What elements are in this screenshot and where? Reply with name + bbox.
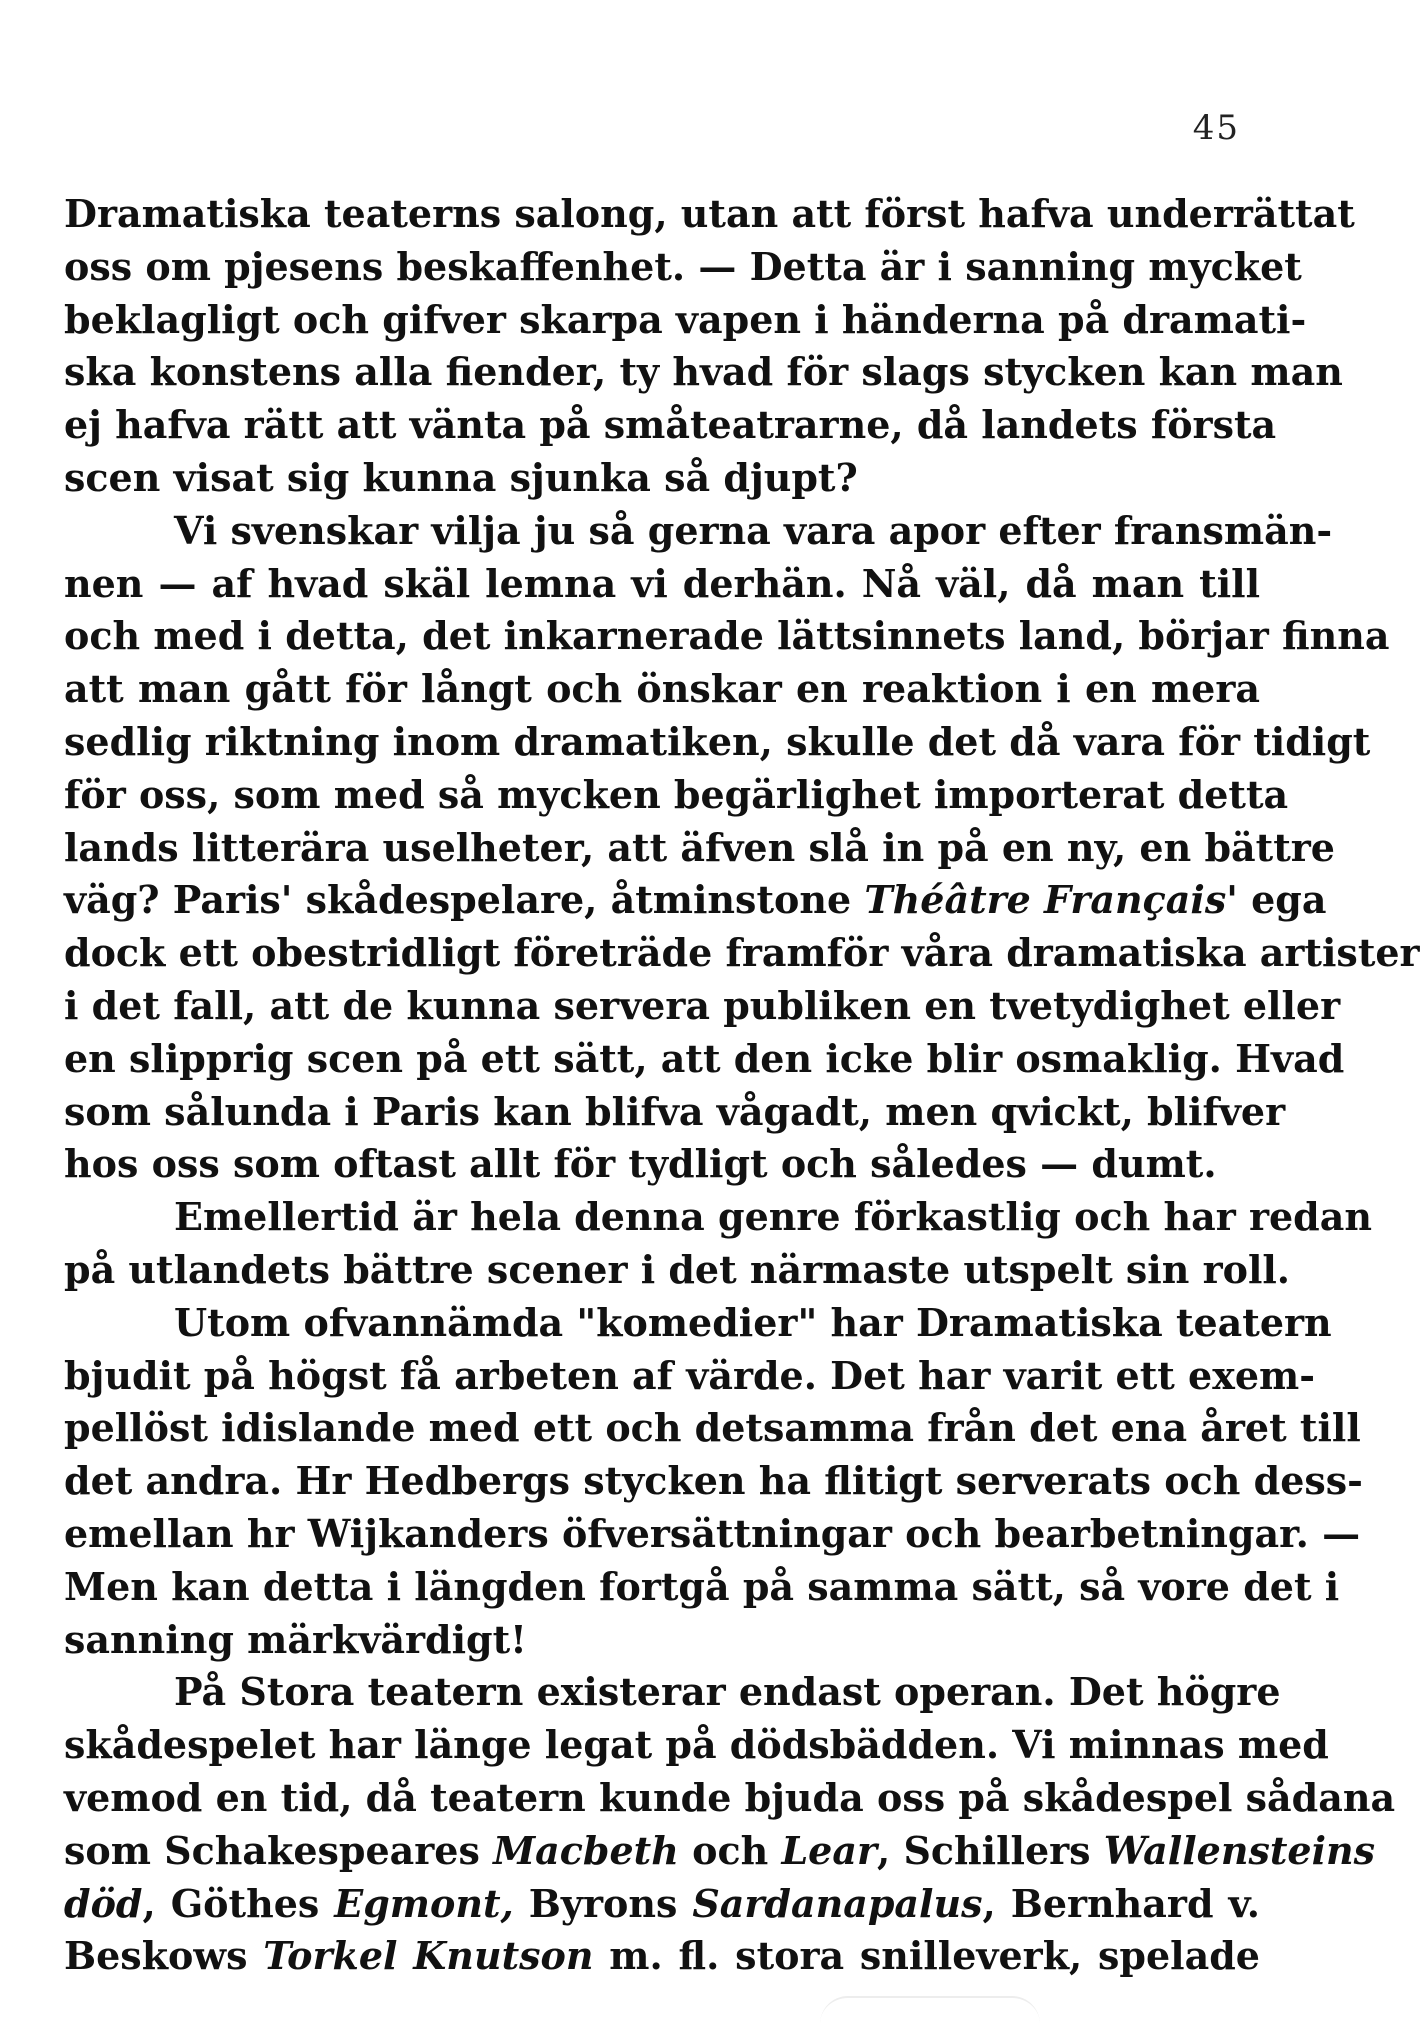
text-fragment: att man gått för långt och önskar en reaktion i en mera [64,666,1260,712]
page-number: 45 [1192,108,1240,148]
text-line [64,399,1277,452]
italic-title: Théâtre Français [864,877,1227,923]
text-fragment: sanning märkvärdigt! [64,1616,527,1662]
text-fragment: på utlandets bättre scener i det närmaste utspelt sin roll. [64,1246,1291,1292]
text-fragment: skådespelet har länge legat på dödsbädden. Vi minnas med [64,1722,1329,1768]
text-line [64,452,1260,505]
text-fragment: ej hafva rätt att vänta på småteatrarne, då landets första [64,402,1277,448]
text-line [64,716,1371,769]
text-line [64,1772,1396,1825]
text-fragment: , Göthes [142,1880,335,1926]
italic-title: död [64,1880,143,1926]
text-line [64,1561,1340,1614]
text-line [64,1350,1316,1403]
scan-watermark [820,1996,1040,2024]
text-fragment: och med i detta, det inkarnerade lättsinnets land, börjar finna [64,613,1390,659]
text-line [64,822,1335,875]
text-fragment: i det fall, att de kunna servera publiken en tvetydighet eller [64,982,1341,1028]
text-fragment: och [678,1827,782,1873]
text-fragment: beklagligt och gifver skarpa vapen i händerna på dramati- [64,296,1307,342]
italic-title: Egmont, [334,1880,514,1926]
text-line [64,874,1327,927]
text-line [64,1825,1376,1878]
text-fragment: ska konstens alla fiender, ty hvad för slags stycken kan man [64,349,1343,395]
text-line [64,1086,1286,1139]
text-fragment: Emellertid är hela denna genre förkastlig och har redan [174,1194,1372,1240]
text-line [64,1930,1260,1983]
text-fragment: som sålunda i Paris kan blifva vågadt, men qvickt, blifver [64,1088,1286,1134]
text-fragment: Men kan detta i längden fortgå på samma sätt, så vore det i [64,1563,1340,1609]
text-line [64,241,1302,294]
text-fragment: lands litterära uselheter, att äfven slå in på en ny, en bättre [64,824,1335,870]
text-fragment: , Bernhard v. [982,1880,1260,1926]
text-fragment: Dramatiska teaterns salong, utan att först hafva underrättat [64,191,1355,236]
text-fragment: det andra. Hr Hedbergs stycken ha flitigt serverats och dess- [64,1458,1363,1504]
text-fragment: På Stora teatern existerar endast operan. Det högre [174,1669,1281,1715]
text-line [64,1666,1281,1719]
text-fragment: bjudit på högst få arbeten af värde. Det har varit ett exem- [64,1352,1316,1398]
text-line [64,1508,1361,1561]
text-line [64,769,1289,822]
text-line [64,1455,1363,1508]
text-line [64,1191,1372,1244]
text-fragment: , Schillers [877,1827,1104,1873]
text-fragment: väg? Paris' skådespelare, åtminstone [64,877,865,923]
text-fragment: m. fl. stora snilleverk, spelade [593,1933,1260,1979]
body-text [64,188,1420,1983]
italic-title: Sardanapalus [692,1880,983,1926]
text-fragment: dock ett obestridligt företräde framför våra dramatiska artister [64,930,1420,976]
text-line [64,1033,1345,1086]
text-fragment: hos oss som oftast allt för tydligt och således — dumt. [64,1141,1217,1187]
italic-title: Lear [781,1827,877,1873]
text-line [64,558,1260,611]
text-line [64,1297,1332,1350]
italic-title: Wallensteins [1103,1827,1376,1873]
text-fragment: oss om pjesens beskaffenhet. — Detta är i sanning mycket [64,243,1302,289]
text-line [64,1402,1361,1455]
text-fragment: vemod en tid, då teatern kunde bjuda oss på skådespel sådana [64,1774,1396,1820]
text-line [64,188,1355,241]
text-line [64,294,1307,347]
italic-title: Torkel Knutson [263,1933,594,1979]
text-line [64,1878,1260,1931]
italic-title: Macbeth [493,1827,679,1873]
text-fragment: som Schakespeares [64,1827,494,1873]
text-fragment: ' ega [1226,877,1327,923]
text-line [64,927,1420,980]
text-fragment: Byrons [513,1880,693,1926]
text-fragment: Vi svenskar vilja ju så gerna vara apor efter fransmän- [174,507,1333,553]
text-fragment: emellan hr Wijkanders öfversättningar och bearbetningar. — [64,1510,1361,1556]
text-line [64,346,1343,399]
text-fragment: nen — af hvad skäl lemna vi derhän. Nå väl, då man till [64,560,1260,606]
text-line [64,1244,1291,1297]
text-fragment: sedlig riktning inom dramatiken, skulle det då vara för tidigt [64,718,1371,764]
text-fragment: en slipprig scen på ett sätt, att den icke blir osmaklig. Hvad [64,1035,1345,1081]
text-fragment: Beskows [64,1933,264,1979]
text-line [64,1614,1260,1667]
text-fragment: Utom ofvannämda "komedier" har Dramatiska teatern [174,1299,1332,1345]
text-fragment: pellöst idislande med ett och detsamma från det ena året till [64,1405,1361,1451]
text-line [64,1138,1260,1191]
text-fragment: scen visat sig kunna sjunka så djupt? [64,454,858,500]
text-line [64,1719,1329,1772]
text-line [64,980,1341,1033]
text-line [64,610,1390,663]
text-fragment: för oss, som med så mycken begärlighet importerat detta [64,771,1289,817]
text-line [64,505,1333,558]
text-line [64,663,1260,716]
